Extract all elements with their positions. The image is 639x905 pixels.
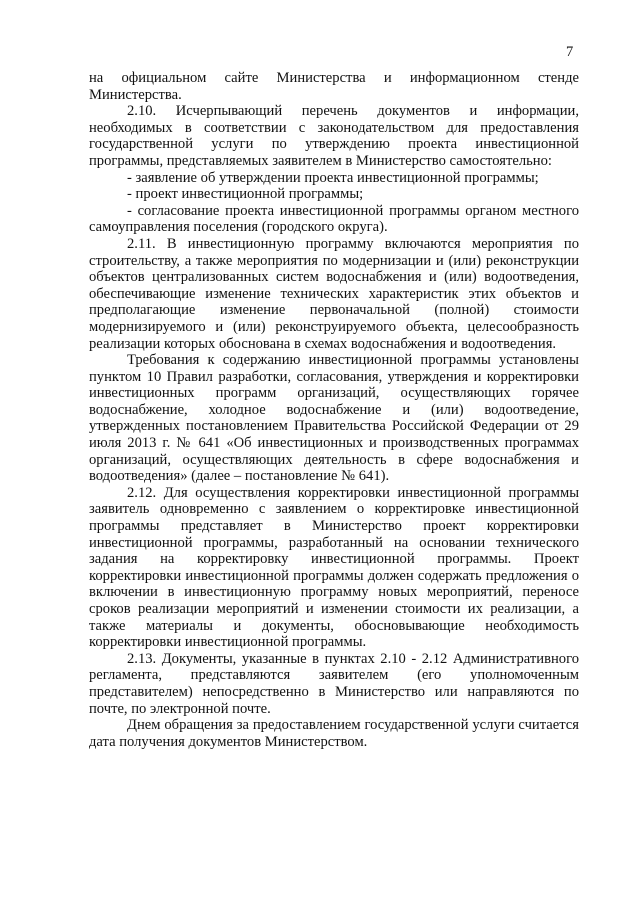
paragraph-2-11: 2.11. В инвестиционную программу включаются мероприятия по строительству, а также мероприятия по модернизации и (или) реконструкции объектов централизованных систем водоснабжения и (или) водоотведения, обеспечивающие изменение технических характеристик этих объектов и предполагающие изменение первоначальной (полной) стоимости модернизируемого и (или) реконструируемого объекта, целесообразность реализации которых обоснована в схемах водоснабжения и водоотведения. [89,235,579,352]
paragraph-2-12: 2.12. Для осуществления корректировки инвестиционной программы заявитель одновременно с заявлением о корректировке инвестиционной программы представляет в Министерство проект корректировки инвестиционной программы, разработанный на основании технического задания на корректировку инвестиционной программы. Проект корректировки инвестиционной программы должен содержать предложения о включении в инвестиционную программу новых мероприятий, переносе сроков реализации мероприятий и изменении стоимости их реализации, а также материалы и документы, обосновывающие необходимость корректировки инвестиционной программы. [89,484,579,651]
list-item-approval: - согласование проекта инвестиционной программы органом местного самоуправления поселения (городского округа). [89,202,579,236]
paragraph-requirements: Требования к содержанию инвестиционной программы установлены пунктом 10 Правил разработки, согласования, утверждения и корректировки инвестиционных программ организаций, осуществляющих горячее водоснабжение, холодное водоснабжение и (или) водоотведение, утвержденных постановлением Правительства Российской Федерации от 29 июля 2013 г. № 641 «Об инвестиционных и производственных программах организаций, осуществляющих деятельность в сфере водоснабжения и водоотведения» (далее – постановление № 641). [89,352,579,485]
paragraph-2-10: 2.10. Исчерпывающий перечень документов и информации, необходимых в соответствии с законодательством для предоставления государственной услуги по утверждению проекта инвестиционной программы, представляемых заявителем в Министерство самостоятельно: [89,103,579,169]
paragraph-continuation: на официальном сайте Министерства и информационном стенде Министерства. [89,70,579,103]
paragraph-request-date: Днем обращения за предоставлением государственной услуги считается дата получения документов Министерством. [89,717,579,750]
list-item-project: - проект инвестиционной программы; [127,186,364,203]
document-body [89,70,579,750]
list-item-application: - заявление об утверждении проекта инвестиционной программы; [127,169,539,186]
paragraph-2-13: 2.13. Документы, указанные в пунктах 2.10 - 2.12 Административного регламента, представляются заявителем (его уполномоченным представителем) непосредственно в Министерство или направляются по почте, по электронной почте. [89,650,579,717]
page-number: 7 [566,44,574,60]
